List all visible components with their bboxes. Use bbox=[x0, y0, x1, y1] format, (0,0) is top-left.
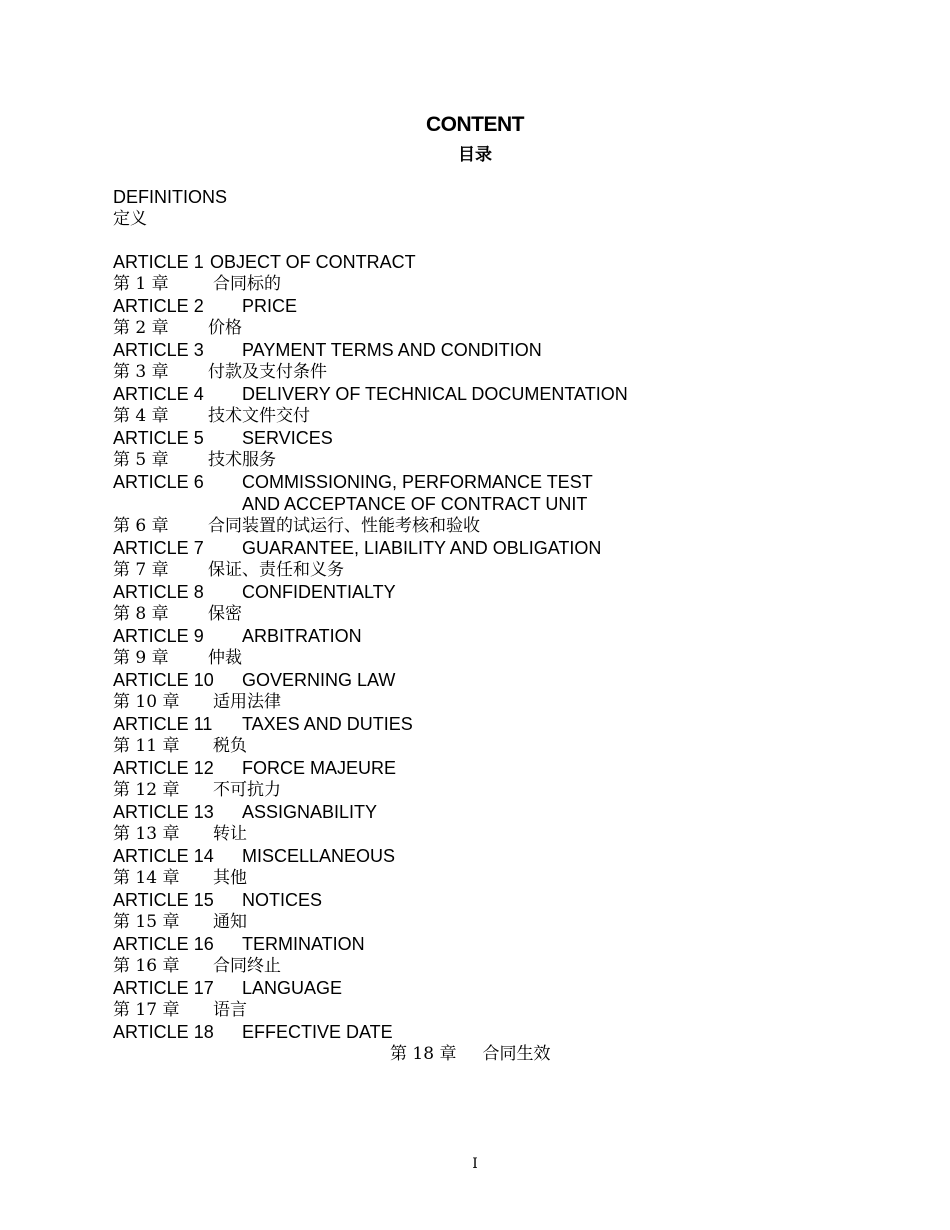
toc-entry-cn bbox=[113, 449, 873, 471]
article-number: ARTICLE 8 bbox=[113, 582, 204, 602]
article-title: GOVERNING LAW bbox=[242, 670, 396, 690]
toc-entry-cn bbox=[113, 647, 873, 669]
chapter-number: 第 13 章 bbox=[113, 824, 180, 844]
toc-entry-en bbox=[113, 581, 873, 603]
chapter-title: 技术服务 bbox=[208, 450, 276, 470]
toc-entry-cn bbox=[113, 405, 873, 427]
chapter-title: 保密 bbox=[208, 604, 242, 624]
toc-entry-en-continued bbox=[113, 493, 873, 515]
chapter-number: 第 5 章 bbox=[113, 450, 169, 470]
chapter-number: 第 6 章 bbox=[113, 516, 169, 536]
toc-entry-en bbox=[113, 427, 873, 449]
chapter-title: 其他 bbox=[213, 868, 247, 888]
toc-entry-en bbox=[113, 757, 873, 779]
article-number: ARTICLE 6 bbox=[113, 472, 204, 492]
chapter-number: 第 15 章 bbox=[113, 912, 180, 932]
chapter-title: 通知 bbox=[213, 912, 247, 932]
article-number: ARTICLE 12 bbox=[113, 758, 214, 778]
article-title: ARBITRATION bbox=[242, 626, 362, 646]
toc-entry-cn bbox=[113, 273, 873, 295]
chapter-number: 第 17 章 bbox=[113, 1000, 180, 1020]
article-title: ASSIGNABILITY bbox=[242, 802, 378, 822]
chapter-title: 税负 bbox=[213, 736, 247, 756]
article-title: SERVICES bbox=[242, 428, 333, 448]
toc-entry-cn bbox=[113, 361, 873, 383]
toc-entry-cn bbox=[113, 691, 873, 713]
chapter-number: 第 4 章 bbox=[113, 406, 169, 426]
definitions-heading-en: DEFINITIONS bbox=[113, 187, 228, 207]
chapter-title: 付款及支付条件 bbox=[208, 362, 327, 382]
article-title: EFFECTIVE DATE bbox=[242, 1022, 393, 1042]
article-number: ARTICLE 4 bbox=[113, 384, 204, 404]
toc-entry-en bbox=[113, 977, 873, 999]
toc-entry-cn bbox=[113, 911, 873, 933]
toc-entry-cn bbox=[113, 779, 873, 801]
table-of-contents bbox=[113, 251, 873, 1043]
article-title: TAXES AND DUTIES bbox=[242, 714, 413, 734]
article-number: ARTICLE 11 bbox=[113, 714, 213, 734]
toc-entry-cn bbox=[113, 603, 873, 625]
toc-entry-cn bbox=[113, 955, 873, 977]
article-number: ARTICLE 16 bbox=[113, 934, 214, 954]
chapter-number: 第 8 章 bbox=[113, 604, 169, 624]
toc-entry-cn bbox=[113, 735, 873, 757]
article-number: ARTICLE 13 bbox=[113, 802, 214, 822]
article-title-continued: AND ACCEPTANCE OF CONTRACT UNIT bbox=[242, 494, 588, 514]
chapter-title: 不可抗力 bbox=[213, 780, 281, 800]
toc-entry-en bbox=[113, 889, 873, 911]
chapter-title: 技术文件交付 bbox=[208, 406, 310, 426]
article-title: COMMISSIONING, PERFORMANCE TEST bbox=[242, 472, 593, 492]
article-number: ARTICLE 17 bbox=[113, 978, 214, 998]
chapter-title: 保证、责任和义务 bbox=[208, 560, 344, 580]
article-number: ARTICLE 9 bbox=[113, 626, 204, 646]
article-number: ARTICLE 2 bbox=[113, 296, 204, 316]
article-title: OBJECT OF CONTRACT bbox=[210, 252, 416, 272]
toc-entry-en bbox=[113, 801, 873, 823]
toc-entry-en bbox=[113, 251, 873, 273]
toc-entry-en bbox=[113, 471, 873, 493]
chapter-number: 第 16 章 bbox=[113, 956, 180, 976]
page-subtitle: 目录 bbox=[458, 145, 492, 165]
article-title: PRICE bbox=[242, 296, 298, 316]
toc-entry-en bbox=[113, 1021, 873, 1043]
toc-entry-cn bbox=[113, 559, 873, 581]
article-number: ARTICLE 3 bbox=[113, 340, 204, 360]
chapter-number: 第 7 章 bbox=[113, 560, 169, 580]
toc-entry-en bbox=[113, 933, 873, 955]
chapter-number: 第 3 章 bbox=[113, 362, 169, 382]
chapter-number: 第 12 章 bbox=[113, 780, 180, 800]
article-number: ARTICLE 10 bbox=[113, 670, 214, 690]
chapter-number: 第 11 章 bbox=[113, 736, 180, 756]
toc-entry-cn bbox=[113, 317, 873, 339]
chapter-title: 价格 bbox=[208, 318, 242, 338]
chapter-number: 第 9 章 bbox=[113, 648, 169, 668]
toc-entry-en bbox=[113, 625, 873, 647]
toc-entry-en bbox=[113, 383, 873, 405]
chapter-title: 合同终止 bbox=[213, 956, 281, 976]
article-title: FORCE MAJEURE bbox=[242, 758, 397, 778]
chapter-title: 仲裁 bbox=[208, 648, 242, 668]
toc-entry-en bbox=[113, 537, 873, 559]
toc-entry-cn bbox=[113, 999, 873, 1021]
definitions-heading-cn: 定义 bbox=[113, 209, 147, 229]
toc-entry-cn bbox=[113, 867, 873, 889]
toc-entry-en bbox=[113, 295, 873, 317]
toc-entry-en bbox=[113, 845, 873, 867]
article-title: DELIVERY OF TECHNICAL DOCUMENTATION bbox=[242, 384, 628, 404]
article-number: ARTICLE 18 bbox=[113, 1022, 214, 1042]
chapter-number: 第 10 章 bbox=[113, 692, 180, 712]
article-number: ARTICLE 5 bbox=[113, 428, 204, 448]
toc-entry-cn bbox=[113, 515, 873, 537]
chapter-number: 第 18 章 bbox=[390, 1044, 457, 1064]
chapter-title: 适用法律 bbox=[213, 692, 281, 712]
page-number: I bbox=[472, 1156, 478, 1172]
article-title: LANGUAGE bbox=[242, 978, 343, 998]
article-title: CONFIDENTIALTY bbox=[242, 582, 396, 602]
chapter-title: 合同标的 bbox=[213, 274, 281, 294]
article-number: ARTICLE 7 bbox=[113, 538, 204, 558]
article-number: ARTICLE 15 bbox=[113, 890, 214, 910]
article-title: NOTICES bbox=[242, 890, 323, 910]
toc-entry-en bbox=[113, 339, 873, 361]
article-number: ARTICLE 1 bbox=[113, 252, 204, 272]
article-title: PAYMENT TERMS AND CONDITION bbox=[242, 340, 542, 360]
article-title: TERMINATION bbox=[242, 934, 365, 954]
toc-entry-en bbox=[113, 669, 873, 691]
article-number: ARTICLE 14 bbox=[113, 846, 214, 866]
toc-entry-cn-last bbox=[390, 1043, 550, 1065]
chapter-number: 第 2 章 bbox=[113, 318, 169, 338]
chapter-number: 第 1 章 bbox=[113, 274, 169, 294]
chapter-title: 语言 bbox=[213, 1000, 247, 1020]
toc-entry-cn bbox=[113, 823, 873, 845]
toc-entry-en bbox=[113, 713, 873, 735]
chapter-title: 合同生效 bbox=[482, 1044, 551, 1064]
chapter-title: 合同装置的试运行、性能考核和验收 bbox=[208, 516, 480, 536]
article-title: GUARANTEE, LIABILITY AND OBLIGATION bbox=[242, 538, 602, 558]
page-title: CONTENT bbox=[426, 113, 524, 136]
chapter-title: 转让 bbox=[213, 824, 247, 844]
article-title: MISCELLANEOUS bbox=[242, 846, 396, 866]
chapter-number: 第 14 章 bbox=[113, 868, 180, 888]
